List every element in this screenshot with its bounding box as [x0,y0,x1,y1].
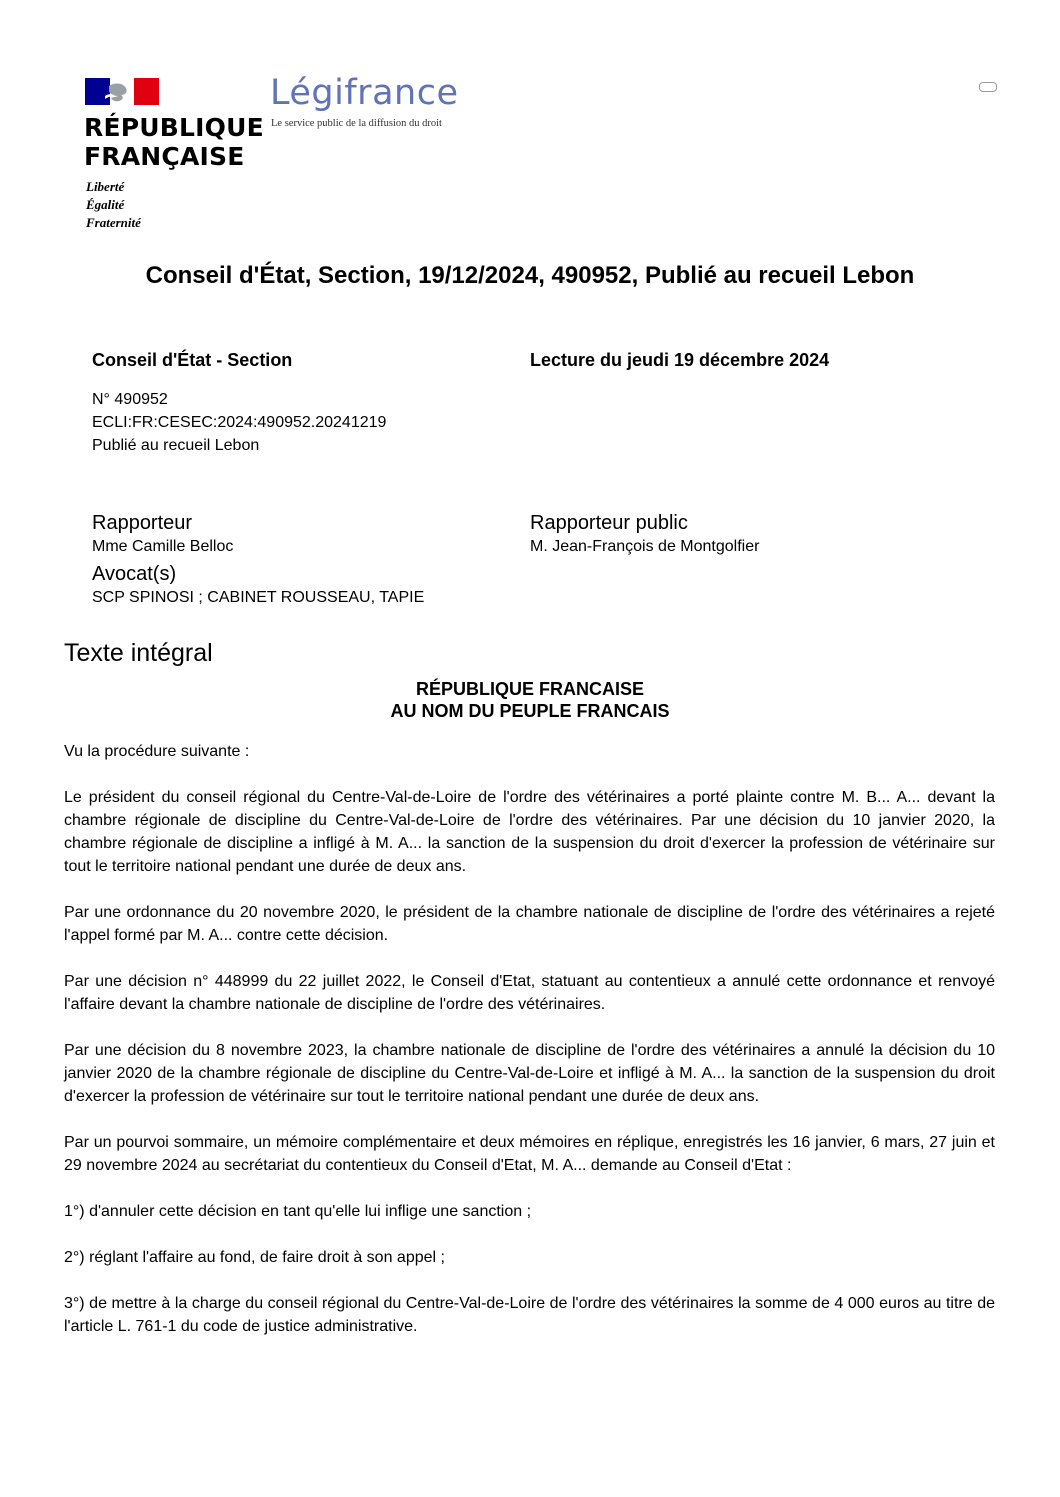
marianne-flag-logo [85,78,159,105]
texte-integral-heading: Texte intégral [64,639,213,667]
paragraph: 1°) d'annuler cette décision en tant qu'elle lui inflige une sanction ; [64,1203,532,1220]
republique-francaise-wordmark [84,113,264,171]
decision-identifiers [92,388,386,457]
republique-line: RÉPUBLIQUE [84,113,264,142]
paragraph: Le président du conseil régional du Centre-Val-de-Loire de l'ordre des vétérinaires a porté plainte contre M. B... A... devant la chambre régionale de discipline du Centre-Val-de-Loire de l'ordre des vétérinaires. Par une décision du 10 janvier 2020, la chambre régionale de discipline a infligé à M. A... la sanction de la suspension du droit d'exercer la profession de vétérinaire sur tout le territoire national pendant une durée de deux ans. [64,789,995,875]
heading-republique: RÉPUBLIQUE FRANCAISE [415,679,644,699]
paragraph: Vu la procédure suivante : [64,743,250,760]
paragraph: Par un pourvoi sommaire, un mémoire complémentaire et deux mémoires en réplique, enregistrés les 16 janvier, 6 mars, 27 juin et 29 novembre 2024 au secrétariat du contentieux du Conseil d'Etat, M. A... demande au Conseil d'Etat : [64,1134,995,1174]
decision-number: N° 490952 [92,391,168,408]
lecture-date: Lecture du jeudi 19 décembre 2024 [530,350,830,370]
devise-fraternite: Fraternité [86,215,141,230]
legifrance-logo[interactable]: Légifrance [270,73,459,113]
decision-heading [0,678,1060,722]
rapporteur-label: Rapporteur [92,512,193,534]
paragraph: 2°) réglant l'affaire au fond, de faire droit à son appel ; [64,1249,445,1266]
paragraph: Par une décision n° 448999 du 22 juillet 2022, le Conseil d'Etat, statuant au contentieux a annulé cette ordonnance et renvoyé l'affaire devant la chambre nationale de discipline de l'ordre des vétérinaires. [64,973,995,1013]
devise-liberte: Liberté [86,179,125,194]
juridiction: Conseil d'État - Section [92,350,293,370]
legifrance-tagline: Le service public de la diffusion du droit [271,118,442,129]
paragraph: Par une décision du 8 novembre 2023, la chambre nationale de discipline de l'ordre des vétérinaires a annulé la décision du 10 janvier 2020 de la chambre régionale de discipline du Centre-Val-de-Loire et infligé à M. A... la sanction de la suspension du droit d'exercer la profession de vétérinaire sur tout le territoire national pendant une durée de deux ans. [64,1042,995,1105]
devise-egalite: Égalité [86,197,125,212]
avocats-label: Avocat(s) [92,563,177,585]
rapporteur-public-name: M. Jean-François de Montgolfier [530,538,760,555]
ecli-code: ECLI:FR:CESEC:2024:490952.20241219 [92,414,387,431]
menu-toggle-button[interactable] [979,82,997,92]
francaise-line: FRANÇAISE [84,142,245,171]
rapporteur-public-label: Rapporteur public [530,512,688,534]
page-title: Conseil d'État, Section, 19/12/2024, 490952, Publié au recueil Lebon [145,262,915,289]
avocats-names: SCP SPINOSI ; CABINET ROUSSEAU, TAPIE [92,589,425,606]
rapporteur-name: Mme Camille Belloc [92,538,234,555]
paragraph: Par une ordonnance du 20 novembre 2020, le président de la chambre nationale de discipline de l'ordre des vétérinaires a rejeté l'appel formé par M. A... contre cette décision. [64,904,995,944]
decision-body [64,740,995,1361]
publication-status: Publié au recueil Lebon [92,437,260,454]
devise [86,178,141,232]
heading-au-nom: AU NOM DU PEUPLE FRANCAIS [390,701,670,721]
paragraph: 3°) de mettre à la charge du conseil régional du Centre-Val-de-Loire de l'ordre des vétérinaires la somme de 4 000 euros au titre de l'article L. 761-1 du code de justice administrative. [64,1295,995,1335]
